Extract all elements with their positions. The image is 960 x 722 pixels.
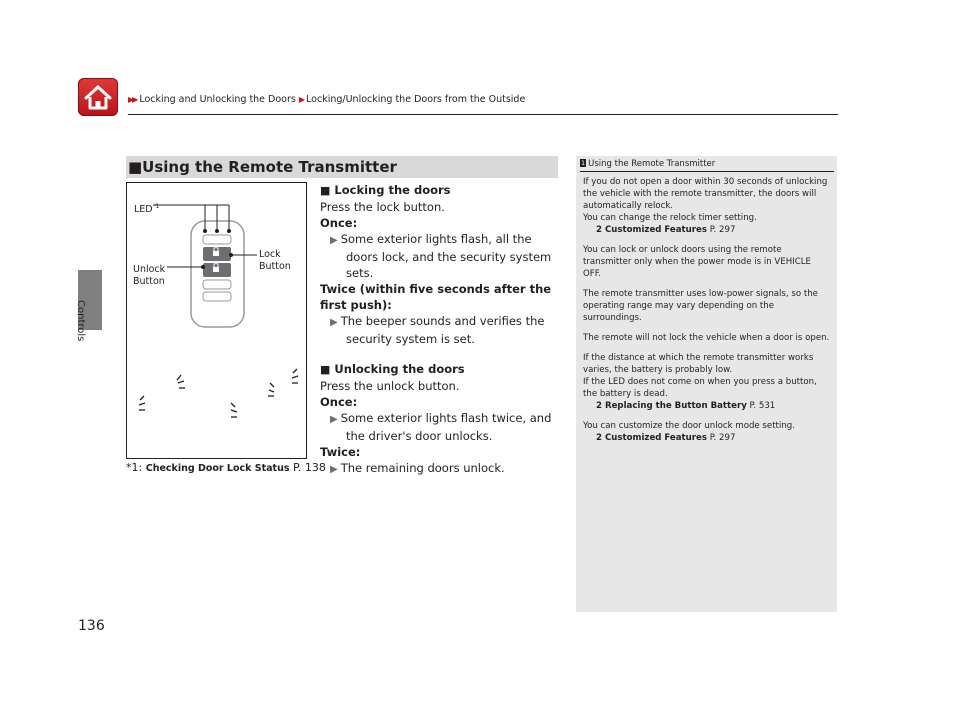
footnote: *1: Checking Door Lock Status P. 138: [126, 461, 326, 474]
note-reference[interactable]: 2 Replacing the Button Battery P. 531: [596, 401, 776, 411]
locking-twice-label: Twice (within five seconds after the first push):: [320, 282, 552, 312]
breadcrumb-arrow-icon: ▶▶: [128, 95, 137, 104]
led-label: LED$^{*1}$: [134, 203, 160, 216]
unlocking-twice-text: ▶ The remaining doors unlock.: [330, 461, 505, 475]
reference-arrow-icon: 2: [596, 401, 602, 411]
note-number-icon: 1: [581, 159, 586, 167]
reference-arrow-icon: 2: [596, 433, 602, 443]
notes-body: [583, 176, 831, 444]
result-arrow-icon: ▶: [330, 235, 338, 246]
breadcrumb-item-from-outside[interactable]: Locking/Unlocking the Doors from the Outside: [306, 94, 526, 105]
breadcrumb-item-locking-unlocking[interactable]: Locking and Unlocking the Doors: [139, 94, 296, 105]
unlocking-intro: Press the unlock button.: [320, 379, 460, 393]
result-arrow-icon: ▶: [330, 414, 338, 425]
note-paragraph: You can lock or unlock doors using the remote transmitter only when the power mode is in VEHICLE OFF.: [583, 245, 811, 279]
locking-once-label: Once:: [320, 216, 358, 230]
main-body-text: [320, 182, 558, 478]
note-paragraph: You can customize the door unlock mode setting.: [583, 421, 795, 431]
unlocking-heading: ■ Unlocking the doors: [320, 362, 465, 376]
footnote-link[interactable]: Checking Door Lock Status: [145, 463, 290, 474]
breadcrumb-arrow-icon: ▶: [298, 95, 304, 104]
result-arrow-icon: ▶: [330, 317, 338, 328]
unlocking-once-label: Once:: [320, 395, 358, 409]
result-arrow-icon: ▶: [330, 464, 338, 475]
note-reference[interactable]: 2 Customized Features P. 297: [596, 433, 736, 443]
page-number: 136: [78, 618, 105, 634]
sidebar-label: Controls: [75, 300, 86, 342]
note-paragraph: If you do not open a door within 30 seconds of unlocking the vehicle with the remote transmitter, the doors will automatically relock.: [583, 177, 828, 211]
note-paragraph: If the distance at which the remote transmitter works varies, the battery is probably low.: [583, 353, 814, 375]
locking-once-text: ▶ Some exterior lights flash, all the doors lock, and the security system sets.: [330, 232, 552, 280]
header-rule: [128, 114, 838, 115]
reference-arrow-icon: 2: [596, 225, 602, 235]
remote-transmitter-illustration: [127, 183, 306, 458]
remote-transmitter-figure: [126, 182, 307, 459]
locking-heading: ■ Locking the doors: [320, 183, 451, 197]
note-reference[interactable]: 2 Customized Features P. 297: [596, 225, 736, 235]
home-icon[interactable]: [78, 78, 118, 116]
note-paragraph: If the LED does not come on when you press a button, the battery is dead.: [583, 377, 817, 399]
unlock-button-label: Unlock Button: [133, 264, 166, 287]
note-paragraph: You can change the relock timer setting.: [583, 213, 757, 223]
footnote-page: P. 138: [293, 461, 326, 474]
locking-intro: Press the lock button.: [320, 200, 445, 214]
section-title: ■Using the Remote Transmitter: [126, 156, 558, 178]
note-paragraph: The remote transmitter uses low-power signals, so the operating range may vary depending on the surroundings.: [583, 289, 818, 323]
breadcrumb: [128, 94, 525, 105]
unlocking-twice-label: Twice:: [320, 445, 361, 459]
lock-button-label: Lock Button: [259, 249, 291, 272]
note-paragraph: The remote will not lock the vehicle when a door is open.: [583, 333, 830, 343]
locking-twice-text: ▶ The beeper sounds and verifies the security system is set.: [330, 314, 545, 346]
notes-title: 1 Using the Remote Transmitter: [580, 159, 834, 172]
unlocking-once-text: ▶ Some exterior lights flash twice, and the driver's door unlocks.: [330, 411, 552, 443]
